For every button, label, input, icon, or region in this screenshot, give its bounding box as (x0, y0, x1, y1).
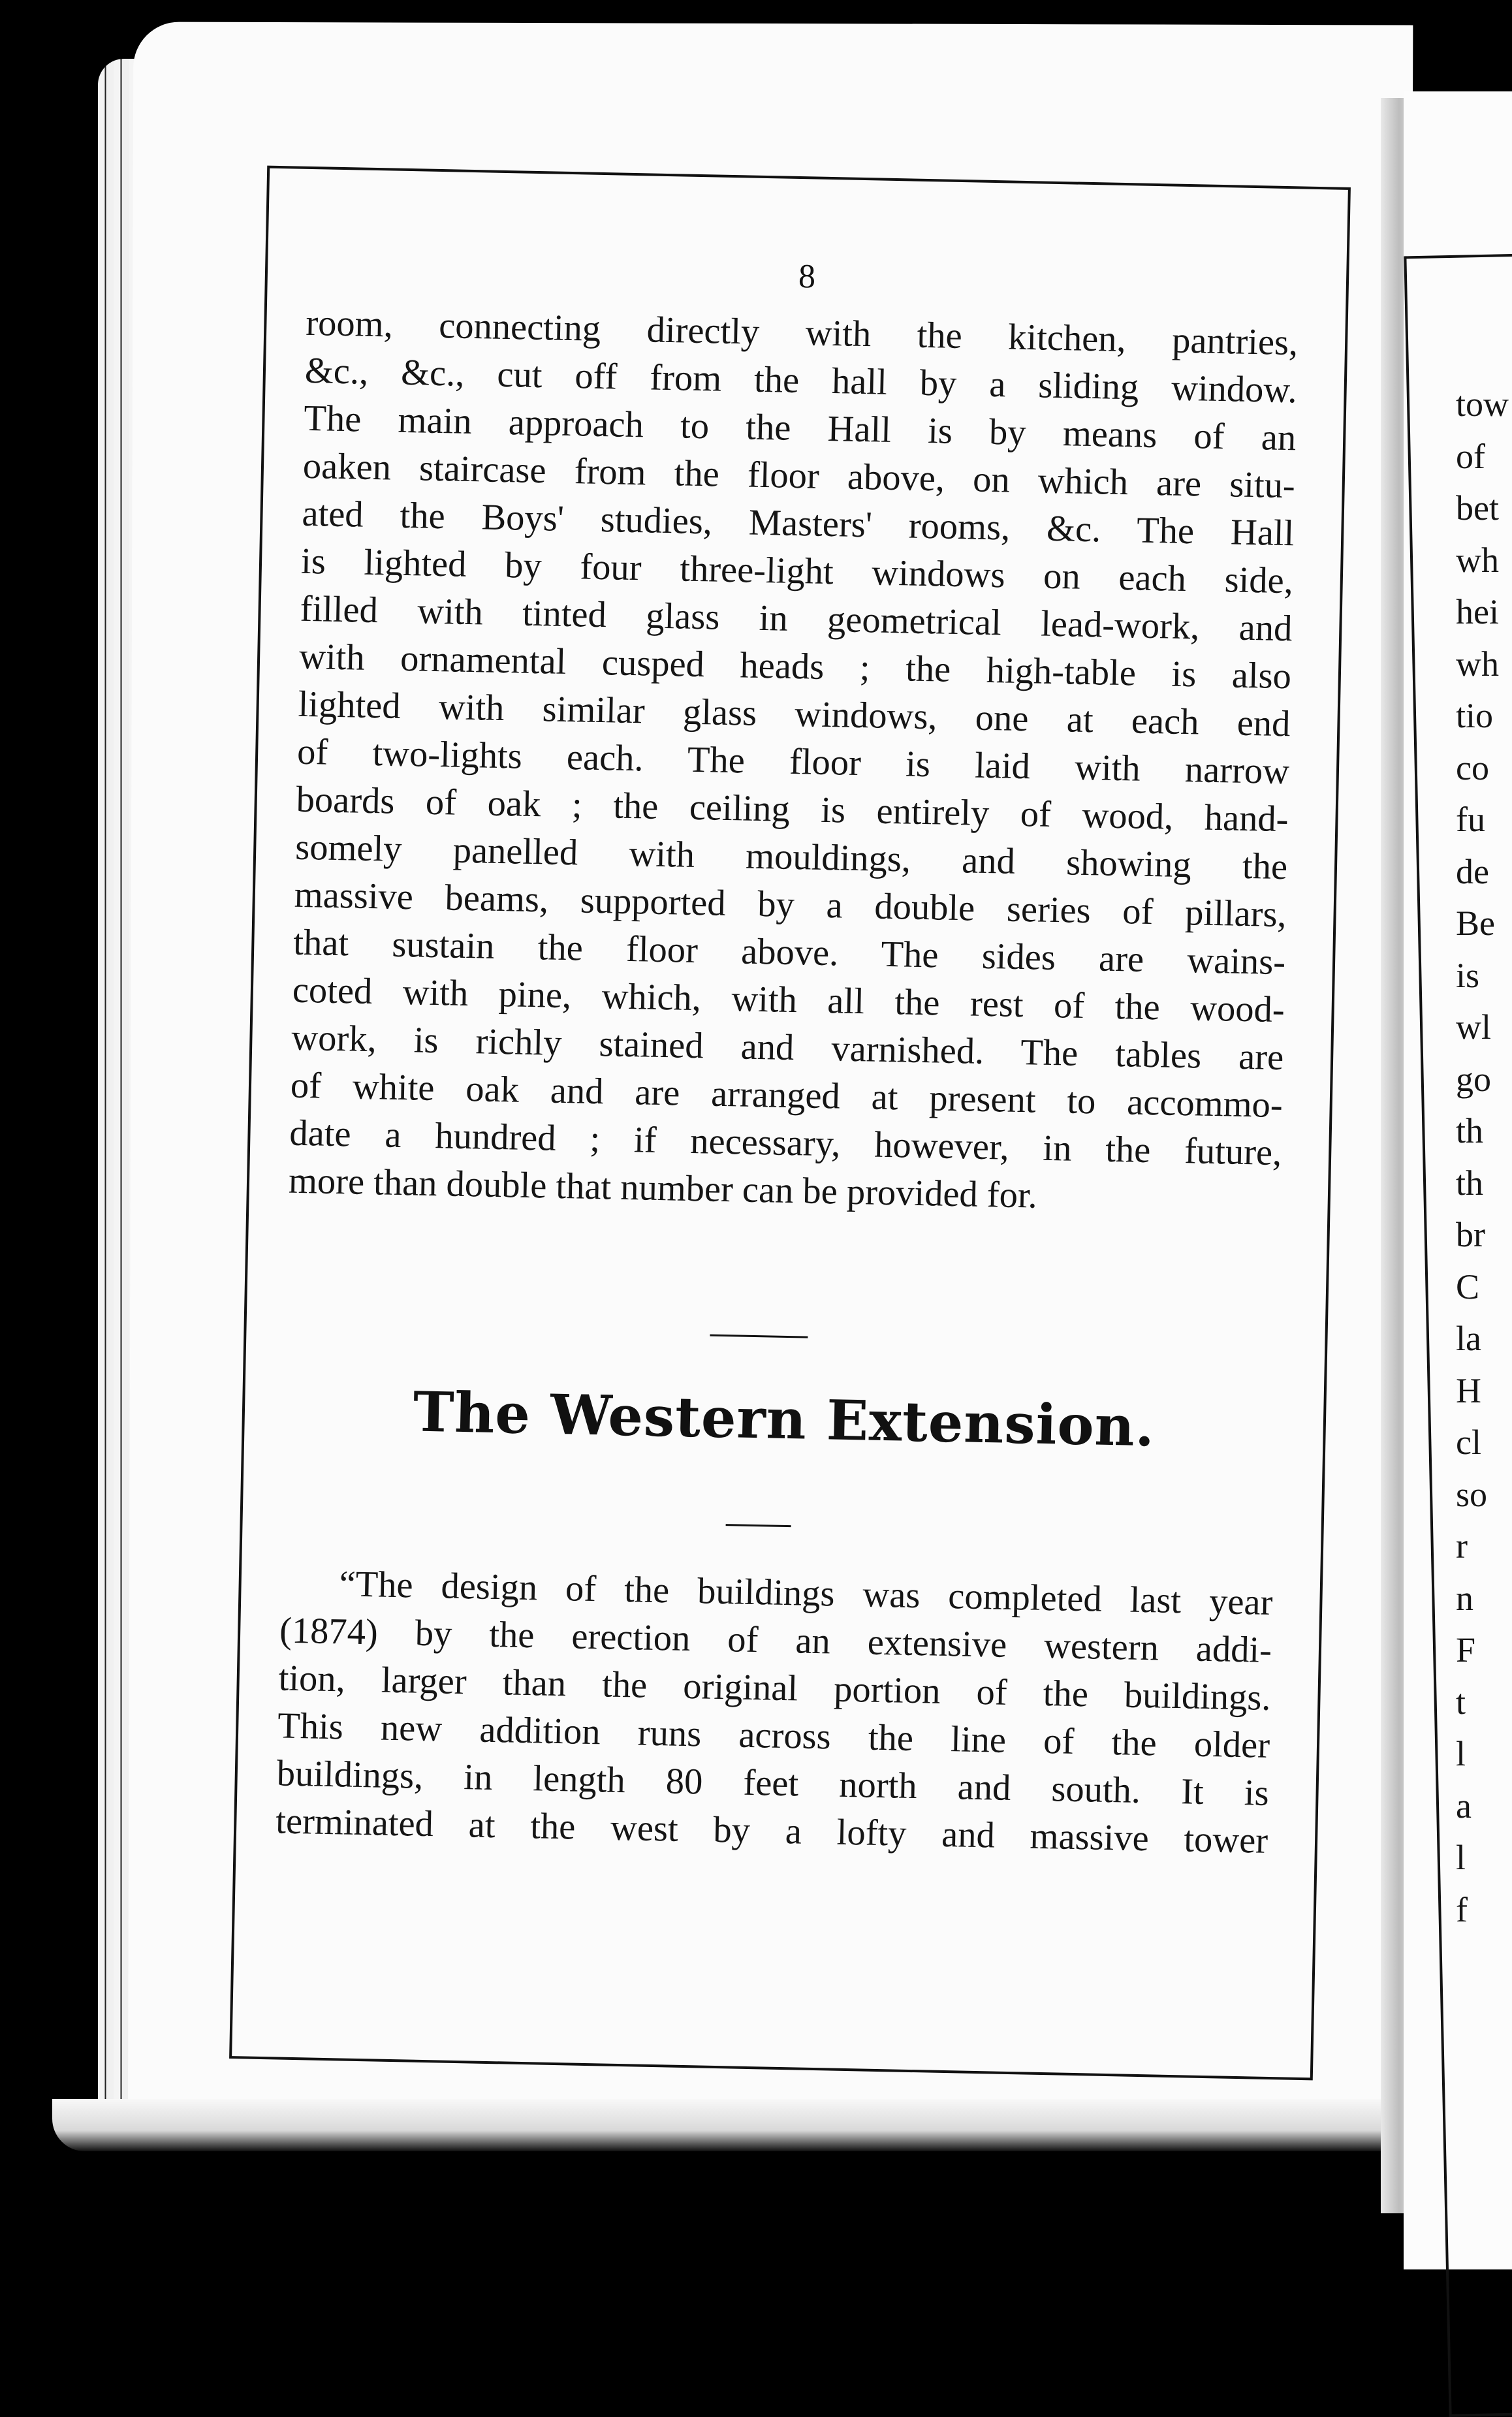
right-fragment: l (1456, 1838, 1466, 1877)
body-line: with ornamental cusped heads ; the high-table is also (298, 636, 1292, 697)
body-line: more than double that number can be provided for. (288, 1160, 1038, 1216)
body-line: &c., &c., cut off from the hall by a sliding window. (304, 350, 1298, 411)
body-line: of two-lights each. The floor is laid with narrow (296, 731, 1290, 793)
body-line: somely panelled with mouldings, and showing the (294, 827, 1288, 888)
right-fragment: wh (1456, 540, 1499, 580)
quote-line: buildings, in length 80 feet north and south. It is (276, 1753, 1270, 1814)
body-line: room, connecting directly with the kitchen, pantries, (305, 302, 1299, 364)
body-line: ated the Boys' studies, Masters' rooms, &c. The Hall (301, 493, 1295, 554)
right-fragment: co (1456, 748, 1489, 787)
body-line: date a hundred ; if necessary, however, in the future, (289, 1113, 1282, 1174)
right-fragment: go (1456, 1059, 1491, 1099)
right-page-text (1456, 379, 1512, 1936)
right-fragment: wh (1456, 644, 1499, 684)
page-number: 8 (798, 258, 816, 296)
page-bottom-edge (52, 2099, 1430, 2151)
body-line: that sustain the floor above. The sides are wains- (292, 922, 1286, 983)
quote-line: (1874) by the erection of an extensive western addi- (279, 1610, 1272, 1671)
body-line: lighted with similar glass windows, one at each end (298, 684, 1291, 745)
right-fragment: t (1456, 1682, 1466, 1722)
right-fragment: C (1456, 1267, 1480, 1306)
right-fragment: so (1456, 1474, 1488, 1514)
right-fragment: tow (1456, 385, 1509, 424)
right-fragment: de (1456, 851, 1489, 891)
body-text (288, 300, 1299, 1225)
right-fragment: la (1456, 1319, 1481, 1358)
right-fragment: H (1456, 1370, 1481, 1410)
right-fragment: F (1456, 1630, 1476, 1669)
right-fragment: is (1456, 955, 1480, 995)
divider-rule (726, 1524, 791, 1527)
body-line: of white oak and are arranged at present to accommo- (290, 1065, 1284, 1126)
right-fragment: tio (1456, 696, 1494, 735)
right-fragment: l (1456, 1734, 1466, 1773)
right-fragment: wl (1456, 1007, 1491, 1047)
right-fragment: of (1456, 436, 1485, 476)
right-fragment: fu (1456, 800, 1485, 839)
quote-text (276, 1559, 1273, 1865)
section-heading: The Western Extension. (412, 1379, 1156, 1459)
quote-line: tion, larger than the original portion of the buildings. (278, 1658, 1272, 1718)
body-line: The main approach to the Hall is by means of an (303, 398, 1297, 459)
body-line: oaken staircase from the floor above, on which are situ- (302, 445, 1296, 507)
right-fragment: th (1456, 1163, 1484, 1203)
body-line: boards of oak ; the ceiling is entirely of wood, hand- (296, 779, 1289, 840)
text-frame (229, 166, 1351, 2081)
quote-line: “The design of the buildings was completed last year (339, 1564, 1274, 1623)
right-fragment: br (1456, 1215, 1485, 1254)
right-fragment: cl (1456, 1423, 1481, 1462)
right-fragment: n (1456, 1578, 1473, 1618)
body-line: work, is richly stained and varnished. The tables are (291, 1017, 1284, 1079)
quote-line: This new addition runs across the line of the older (277, 1705, 1270, 1766)
body-line: is lighted by four three-light windows on each side, (300, 541, 1294, 602)
right-fragment: f (1456, 1889, 1468, 1929)
right-fragment: r (1456, 1526, 1468, 1566)
body-line: massive beams, supported by a double series of pillars, (294, 874, 1287, 936)
right-fragment: th (1456, 1111, 1484, 1150)
right-fragment: a (1456, 1786, 1472, 1825)
body-line: coted with pine, which, with all the rest of the wood- (292, 970, 1285, 1031)
right-fragment: Be (1456, 904, 1495, 943)
body-line: filled with tinted glass in geometrical lead-work, and (300, 588, 1293, 650)
background-bottom (39, 2135, 1430, 2269)
right-fragment: bet (1456, 488, 1499, 528)
divider-rule (710, 1335, 808, 1338)
quote-line: terminated at the west by a lofty and massive tower (275, 1801, 1268, 1861)
right-fragment: hei (1456, 592, 1499, 631)
